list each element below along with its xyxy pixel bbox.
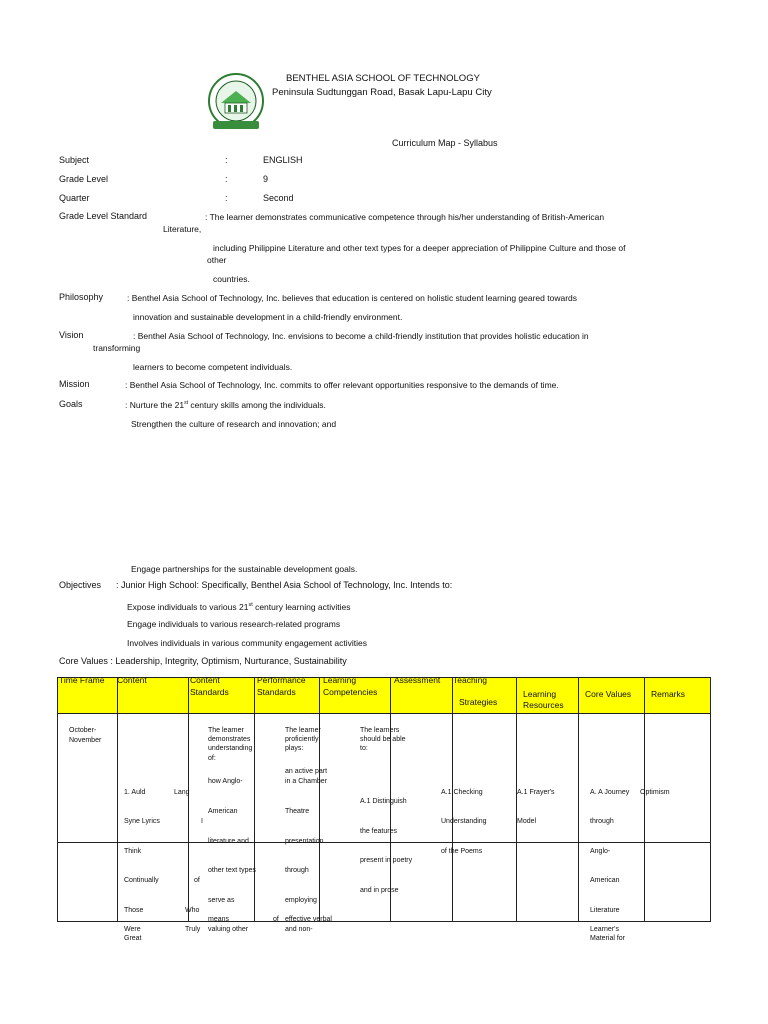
ps-4: an active part: [285, 768, 328, 775]
objective-item-1: Expose individuals to various 21st century learning activities: [127, 602, 351, 612]
standard-line1: : The learner demonstrates communicative competence through his/her understanding of British-American: [205, 212, 605, 222]
ps-9: employing: [285, 897, 317, 904]
vision-line2: learners to become competent individuals.: [133, 362, 293, 372]
resource-3: Anglo-: [590, 848, 611, 855]
ps-5: in a Chamber: [285, 778, 328, 785]
content-1b: Lang: [174, 789, 190, 796]
cs-2: demonstrates: [208, 736, 251, 743]
header-ps-label-1: Performance: [257, 675, 306, 685]
header-core-values-label: Core Values: [585, 689, 632, 699]
cs-7: literature and: [208, 838, 249, 845]
subject-value: ENGLISH: [263, 155, 303, 165]
strategy-1: A.1 Frayer's: [517, 789, 555, 796]
assessment-3: of the Poems: [441, 848, 483, 855]
vision-line1b: transforming: [93, 343, 141, 353]
cs-10: means: [208, 916, 230, 923]
objectives-line1: : Junior High School: Specifically, Benthel Asia School of Technology, Inc. Intends to:: [116, 580, 453, 590]
lc-4: A.1 Distinguish: [360, 798, 407, 805]
content-4: Continually: [124, 877, 159, 884]
cs-1: The learner: [208, 727, 244, 734]
grade-label: Grade Level: [59, 174, 109, 184]
standard-line2: including Philippine Literature and other text types for a deeper appreciation of Philippine Culture and those of: [213, 243, 626, 253]
standard-line2b: other: [207, 255, 227, 265]
ps-6: Theatre: [285, 808, 310, 815]
ps-7: presentation: [285, 838, 324, 845]
resource-4: American: [590, 877, 620, 884]
objective-item-2: Engage individuals to various research-related programs: [127, 619, 341, 629]
content-5b: Who: [185, 907, 200, 914]
cs-5: how Anglo-: [208, 778, 243, 785]
ps-2: proficiently: [285, 736, 319, 743]
header-cs-label-1: Content: [190, 675, 220, 685]
content-6b: Truly: [185, 926, 201, 933]
header-content-label: Content: [117, 675, 147, 685]
lc-1: The learners: [360, 727, 400, 734]
resource-1: A. A Journey: [590, 789, 630, 796]
ps-3: plays:: [285, 745, 304, 752]
header-lr-label-2: Resources: [523, 700, 564, 710]
quarter-value: Second: [263, 193, 294, 203]
lc-6: present in poetry: [360, 857, 413, 864]
content-1: 1. Auld: [124, 789, 146, 796]
content-7: Great: [124, 935, 142, 942]
standard-line3: countries.: [213, 274, 250, 284]
philosophy-line2: innovation and sustainable development in a child-friendly environment.: [133, 312, 403, 322]
goals-line2: Strengthen the culture of research and innovation; and: [131, 419, 337, 429]
ps-8: through: [285, 867, 309, 874]
header-lc-label-1: Learning: [323, 675, 357, 685]
subject-colon: :: [225, 155, 228, 165]
header-lr-label-1: Learning: [523, 689, 557, 699]
goals-line3: Engage partnerships for the sustainable development goals.: [131, 564, 358, 574]
time-frame-1: October-: [69, 727, 97, 734]
ps-11: and non-: [285, 926, 313, 933]
vision-label: Vision: [59, 330, 84, 340]
cs-3: understanding: [208, 745, 253, 752]
lc-2: should be able: [360, 736, 406, 743]
header-lc-label-2: Competencies: [323, 687, 378, 697]
ps-10: effective verbal: [285, 916, 332, 923]
assessment-2: Understanding: [441, 818, 487, 825]
core-values-line: Core Values : Leadership, Integrity, Optimism, Nurturance, Sustainability: [59, 656, 347, 666]
objectives-label: Objectives: [59, 580, 102, 590]
doc-title: Curriculum Map - Syllabus: [392, 138, 498, 148]
cs-9: serve as: [208, 897, 235, 904]
goals-label: Goals: [59, 399, 83, 409]
objective-item-3: Involves individuals in various community engagement activities: [127, 638, 368, 648]
goals-line1: : Nurture the 21st century skills among the individuals.: [125, 400, 326, 410]
header-time-frame-label: Time Frame: [59, 675, 105, 685]
subject-label: Subject: [59, 155, 90, 165]
cs-6: American: [208, 808, 238, 815]
content-6: Were: [124, 926, 141, 933]
resource-7: Material for: [590, 935, 626, 942]
philosophy-line1: : Benthel Asia School of Technology, Inc. believes that education is centered on holistic student learning geared towards: [127, 293, 577, 303]
ps-12: of: [273, 916, 279, 923]
standard-line1b: Literature,: [163, 224, 202, 234]
standard-label: Grade Level Standard: [59, 211, 148, 221]
quarter-label: Quarter: [59, 193, 90, 203]
cs-4: of:: [208, 755, 216, 762]
strategy-2: Model: [517, 818, 537, 825]
school-name: BENTHEL ASIA SCHOOL OF TECHNOLOGY: [286, 73, 480, 84]
header-assessment-label: Assessment: [394, 675, 441, 685]
resource-2: through: [590, 818, 614, 825]
time-frame-2: November: [69, 737, 102, 744]
header-cs-label-2: Standards: [190, 687, 229, 697]
philosophy-label: Philosophy: [59, 292, 104, 302]
cs-11: valuing other: [208, 926, 249, 933]
content-5: Those: [124, 907, 144, 914]
grade-value: 9: [263, 174, 269, 184]
content-4b: of: [194, 877, 200, 884]
content-3: Think: [124, 848, 142, 855]
header-ps-label-2: Standards: [257, 687, 296, 697]
core-value-1: Optimism: [640, 789, 670, 796]
lc-7: and in prose: [360, 887, 399, 894]
resource-5: Literature: [590, 907, 620, 914]
lc-3: to:: [360, 745, 368, 752]
lc-5: the features: [360, 828, 397, 835]
content-2b: I: [201, 818, 203, 825]
header-teaching-label: Teaching: [453, 675, 488, 685]
grade-colon: :: [225, 174, 228, 184]
header-remarks-label: Remarks: [651, 689, 686, 699]
vision-line1: : Benthel Asia School of Technology, Inc. envisions to become a child-friendly institution that provides holistic education in: [133, 331, 589, 341]
header-strategies-label: Strategies: [459, 697, 498, 707]
resource-6: Learner's: [590, 926, 619, 933]
mission-line1: : Benthel Asia School of Technology, Inc. commits to offer relevant opportunities responsive to the demands of time.: [125, 380, 559, 390]
ps-1: The learner: [285, 727, 321, 734]
mission-label: Mission: [59, 379, 90, 389]
cs-8: other text types: [208, 867, 256, 874]
quarter-colon: :: [225, 193, 228, 203]
school-logo: [207, 73, 265, 133]
content-2: Syne Lyrics: [124, 818, 160, 825]
assessment-1: A.1 Checking: [441, 789, 483, 796]
school-address: Peninsula Sudtunggan Road, Basak Lapu-Lapu City: [272, 87, 492, 98]
